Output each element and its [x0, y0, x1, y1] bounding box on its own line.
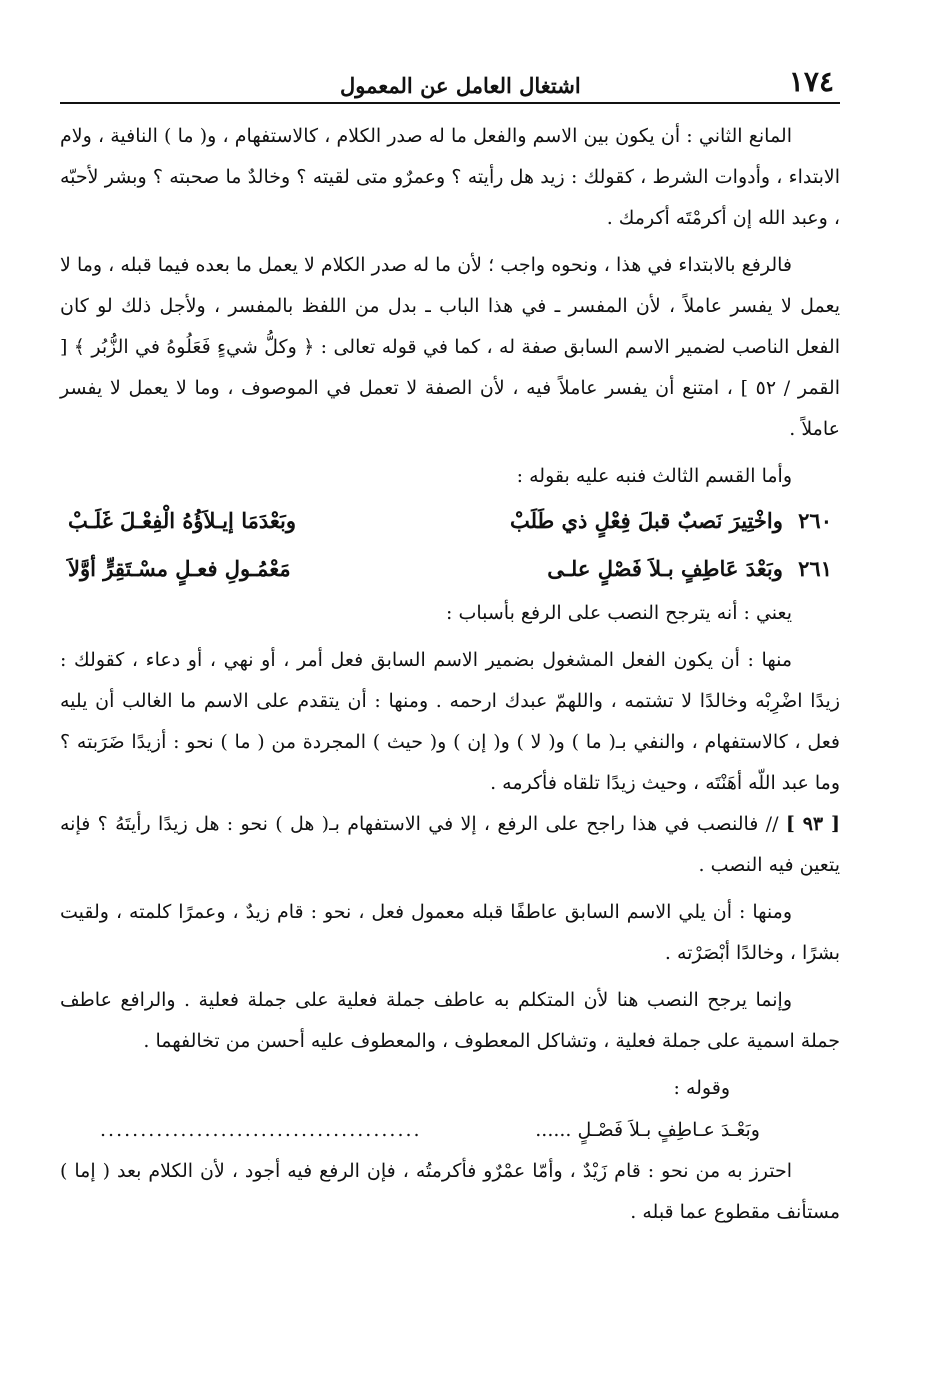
paragraph-7: ومنها : أن يلي الاسم السابق عاطفًا قبله معمول فعل ، نحو : قام زيدٌ ، وعمرًا كلمته ، ولقيت بشرًا ، وخالدًا أبْصَرْته . [60, 901, 840, 964]
verse-number: ٢٦١ [798, 556, 832, 581]
verse-first-hemistich [510, 497, 832, 545]
paragraph-5: منها : أن يكون الفعل المشغول بضمير الاسم السابق فعل أمر ، أو نهي ، أو دعاء ، كقولك : زيدًا اضْرِبْه وخالدًا لا تشتمه ، واللهمّ عبدك ارحمه . ومنها : أن يتقدم على الاسم ما الغالب أن يليه فعل ، كالاستفهام ، والنفي بـ( ما ) و( لا ) و( إن ) و( حيث ) المجردة من ( ما ) نحو : أزيدًا ضَرَبته ؟ وما عبد اللّه أهَنْتَه ، وحيث زيدًا تلقاه فأكرمه . [60, 649, 840, 794]
quoted-dots: ........................................ [100, 1119, 422, 1141]
page-number: ١٧٤ [788, 65, 834, 98]
paragraph-9: وقوله : [673, 1077, 730, 1099]
paragraph-6-text: // فالنصب في هذا راجح على الرفع ، إلا في الاستفهام بـ( هل ) نحو : هل زيدًا رأيتَهُ ؟ فإنه يتعين فيه النصب . [60, 813, 840, 876]
verse-first-hemistich [547, 545, 832, 593]
verse-text: واخْتِيرَ نَصبٌ قبلَ فِعْلٍ ذي طَلَبْ [509, 508, 783, 533]
quoted-text: وبَعْـدَ عـاطِفٍ بـلاَ فَصْـلٍ ...... [535, 1119, 760, 1141]
page-header [60, 60, 840, 104]
verse-second-hemistich: مَعْمُـولِ فعـلٍ مسْـتَقِرٍّ أوَّلاَ [68, 556, 291, 581]
verse-text: وبَعْدَ عَاطِفٍ بـلاَ فَصْلٍ علـى [547, 556, 783, 581]
paragraph-8: وإنما يرجح النصب هنا لأن المتكلم به عاطف جملة فعلية على جملة فعلية . والرافع عاطف جملة اسمية على جملة فعلية ، وتشاكل المعطوف ، والمعطوف عليه أحسن من تخالفهما . [60, 989, 840, 1052]
paragraph-4: يعني : أنه يترجح النصب على الرفع بأسباب : [446, 602, 792, 624]
paragraph-2: فالرفع بالابتداء في هذا ، ونحوه واجب ؛ لأن ما له صدر الكلام لا يعمل ما بعده فيما قبله ، وما لا يعمل لا يفسر عاملاً ، لأن المفسر ـ في هذا الباب ـ بدل من اللفظ بالمفسر ، ولأجل ذلك لو كان الفعل الناصب لضمير الاسم السابق صفة له ، كما في قوله تعالى : ﴿ وكلُّ شيءٍ فَعَلُوهُ في الزُّبُر ﴾ [ القمر / ٥٢ ] ، امتنع أن يفسر عاملاً فيه ، لأن الصفة لا تعمل في الموصوف ، وما لا يعمل لا يفسر عاملاً . [60, 254, 840, 440]
paragraph-3: وأما القسم الثالث فنبه عليه بقوله : [516, 465, 792, 487]
paragraph-6 [60, 804, 840, 886]
page [60, 60, 840, 1233]
page-body [60, 116, 840, 1233]
verse-number: ٢٦٠ [798, 508, 832, 533]
paragraph-10: احترز به من نحو : قام زَيْدٌ ، وأمّا عمْرٌو فأكرمتُه ، فإن الرفع فيه أجود ، لأن الكلام بعد ( إما ) مستأنف مقطوع عما قبله . [60, 1160, 840, 1223]
verse-261 [60, 545, 840, 593]
verse-260 [60, 497, 840, 545]
verse-second-hemistich: وبَعْدَمَا إيـلاَؤُهُ الْفِعْـلَ غَلَـبْ [68, 508, 296, 533]
quoted-hemistich [60, 1109, 840, 1151]
running-title: اشتغال العامل عن المعمول [340, 73, 581, 98]
paragraph-1: المانع الثاني : أن يكون بين الاسم والفعل ما له صدر الكلام ، كالاستفهام ، و( ما ) النافية ، ولام الابتداء ، وأدوات الشرط ، كقولك : زيد هل رأيته ؟ وعمرٌو متى لقيته ؟ وخالدٌ ما صحبته ؟ وبشر لأحبّه ، وعبد الله إن أكرمْتَه أكرمك . [60, 125, 840, 229]
reference-mark: [ ٩٣ ] [785, 813, 841, 835]
